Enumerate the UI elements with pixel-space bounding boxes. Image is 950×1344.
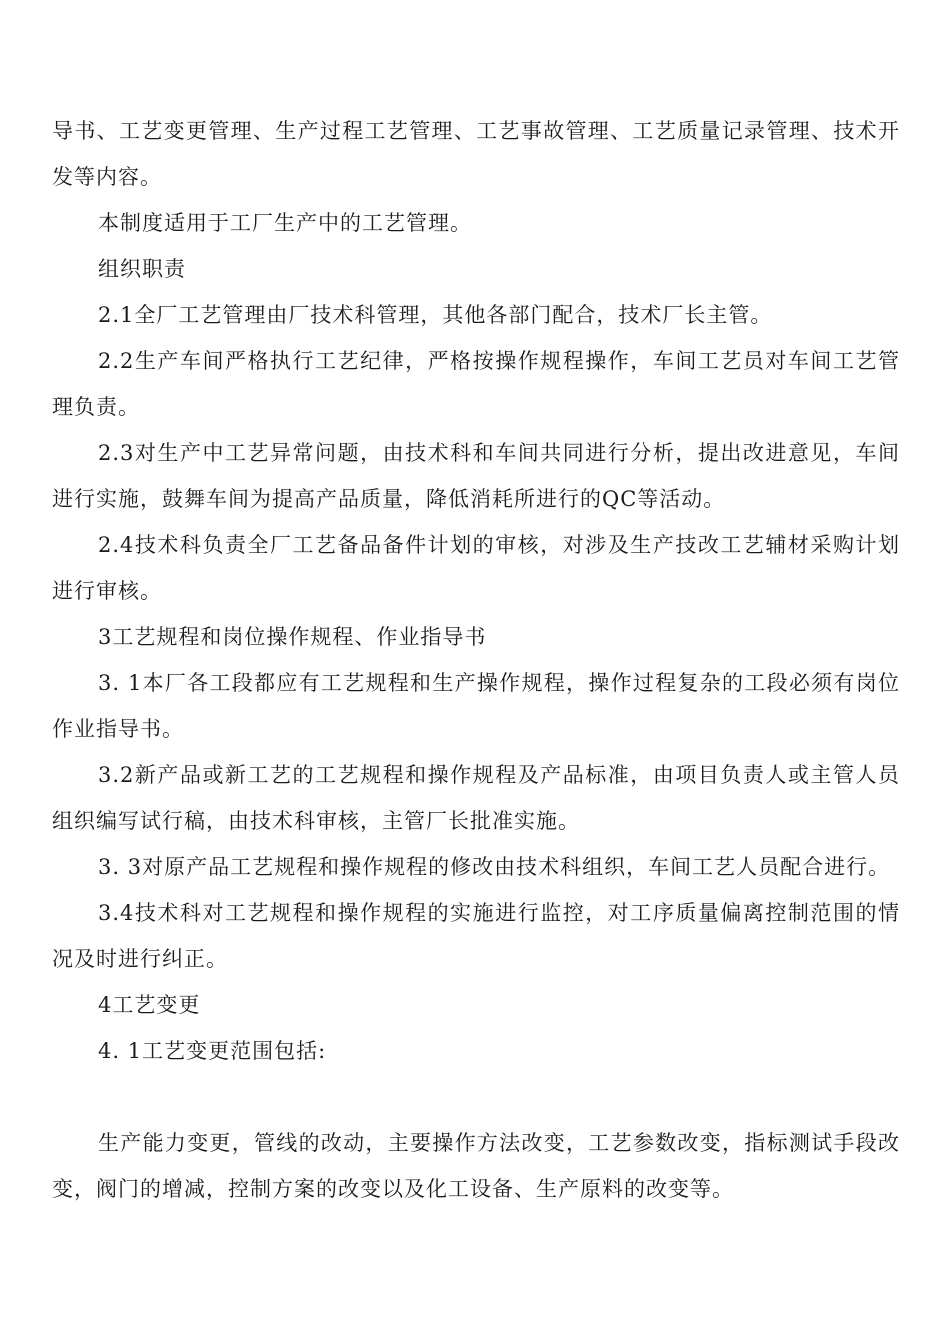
paragraph-2-1: 2.1全厂工艺管理由厂技术科管理，其他各部门配合，技术厂长主管。: [98, 303, 773, 327]
section-heading-procedures: 3工艺规程和岗位操作规程、作业指导书: [98, 625, 487, 649]
blank-line: [52, 1074, 900, 1120]
section-heading-process-change: 4工艺变更: [98, 993, 201, 1017]
paragraph-3-1: 3. 1本厂各工段都应有工艺规程和生产操作规程，操作过程复杂的工段必须有岗位作业指导书。: [52, 671, 900, 741]
paragraph-2-4: 2.4技术科负责全厂工艺备品备件计划的审核，对涉及生产技改工艺辅材采购计划进行审核。: [52, 533, 900, 603]
document-body: [52, 108, 900, 1212]
paragraph-scope: 本制度适用于工厂生产中的工艺管理。: [98, 211, 472, 235]
paragraph-2-3: 2.3对生产中工艺异常问题，由技术科和车间共同进行分析，提出改进意见，车间进行实施，鼓舞车间为提高产品质量，降低消耗所进行的QC等活动。: [52, 441, 900, 511]
paragraph-continued-intro: 导书、工艺变更管理、生产过程工艺管理、工艺事故管理、工艺质量记录管理、技术开发等内容。: [52, 119, 900, 189]
paragraph-4-1: 4. 1工艺变更范围包括:: [98, 1039, 327, 1063]
section-heading-organization: 组织职责: [98, 257, 186, 281]
paragraph-2-2: 2.2生产车间严格执行工艺纪律，严格按操作规程操作，车间工艺员对车间工艺管理负责。: [52, 349, 900, 419]
paragraph-3-4: 3.4技术科对工艺规程和操作规程的实施进行监控，对工序质量偏离控制范围的情况及时进行纠正。: [52, 901, 900, 971]
paragraph-3-3: 3. 3对原产品工艺规程和操作规程的修改由技术科组织，车间工艺人员配合进行。: [98, 855, 891, 879]
paragraph-3-2: 3.2新产品或新工艺的工艺规程和操作规程及产品标准，由项目负责人或主管人员组织编写试行稿，由技术科审核，主管厂长批准实施。: [52, 763, 900, 833]
paragraph-change-scope: 生产能力变更，管线的改动，主要操作方法改变，工艺参数改变，指标测试手段改变，阀门的增减，控制方案的改变以及化工设备、生产原料的改变等。: [52, 1131, 900, 1201]
